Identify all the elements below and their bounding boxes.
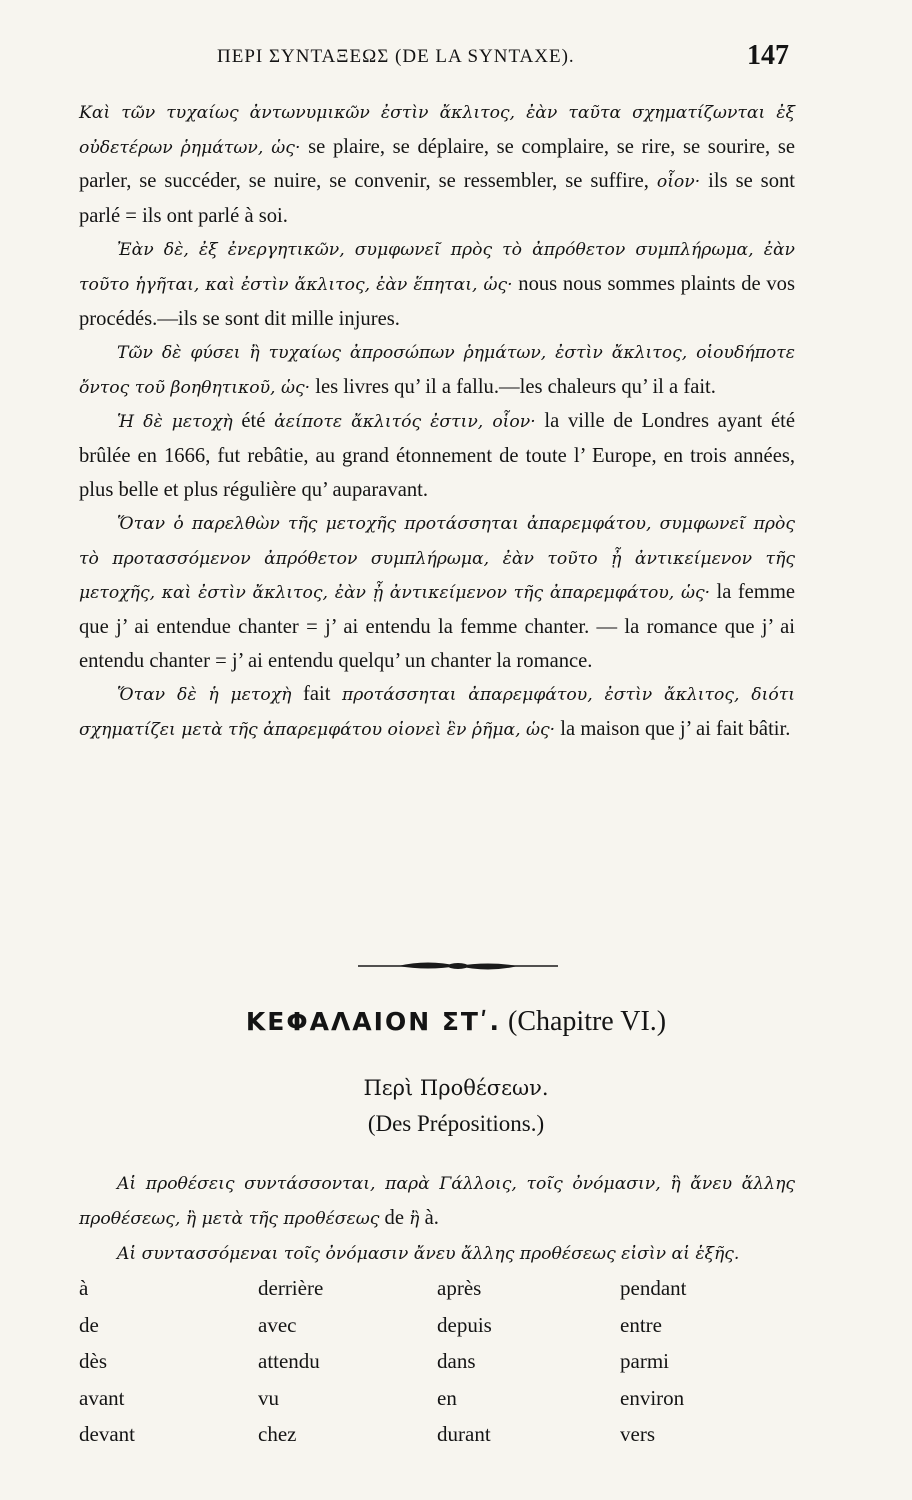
prepositions-row bbox=[79, 1276, 799, 1313]
greek-text: Ὅταν δὲ ἡ μετοχὴ bbox=[117, 685, 292, 706]
preposition-word: derrière bbox=[258, 1276, 324, 1300]
french-text: se plaire, se déplaire, se complaire, se rire, se sourire, se parler, se succéder, se nuire, se convenir, se ressembler, se suffire, bbox=[79, 135, 795, 193]
greek-text: ἢ bbox=[409, 1209, 420, 1229]
greek-text: Καὶ τῶν τυχαίως ἀντωνυμικῶν ἐστὶν ἄκλιτος, ἐὰν ταῦτα σχηματίζωνται ἐξ οὐδετέρων ῥημάτων, ὡς· bbox=[79, 103, 795, 158]
page-number: 147 bbox=[747, 40, 789, 71]
prepositions-row bbox=[79, 1422, 799, 1459]
prepositions-row bbox=[79, 1386, 799, 1423]
prepositions-row bbox=[79, 1313, 799, 1350]
paragraph bbox=[79, 233, 795, 336]
greek-text: προτάσσηται ἀπαρεμφάτου, ἐστὶν ἄκλιτος, διότι σχηματίζει μετὰ τῆς ἀπαρεμφάτου οἱονεὶ ἓν ῥῆμα, ὡς· bbox=[79, 685, 795, 740]
chapter-title bbox=[0, 1006, 912, 1038]
preposition-word: devant bbox=[79, 1422, 135, 1446]
greek-text: Ἡ δὲ μετοχὴ bbox=[117, 412, 233, 433]
preposition-word: depuis bbox=[437, 1312, 492, 1337]
preposition-word: de bbox=[79, 1312, 99, 1337]
paragraph bbox=[79, 405, 795, 507]
running-head: ΠΕΡΙ ΣΥΝΤΑΞΕΩΣ (DE LA SYNTAXE). bbox=[217, 46, 575, 67]
greek-text: Ἐὰν δὲ, ἐξ ἐνεργητικῶν, συμφωνεῖ πρὸς τὸ ἀπρόθετον συμπλήρωμα, ἐὰν τοῦτο ἡγῆται, καὶ ἐστὶν ἄκλιτος, ἐὰν ἕπηται, ὡς· bbox=[79, 240, 795, 295]
chapter-greek: ΚΕΦΑΛΑΙΟΝ ΣΤʹ. bbox=[245, 1007, 501, 1036]
page-header bbox=[0, 36, 912, 76]
preposition-word: attendu bbox=[258, 1349, 320, 1373]
section-subtitle: (Des Prépositions.) bbox=[367, 1111, 545, 1136]
preposition-word: en bbox=[437, 1385, 457, 1410]
preposition-word: entre bbox=[620, 1312, 662, 1337]
paragraph bbox=[79, 507, 795, 678]
paragraph bbox=[79, 1236, 795, 1271]
preposition-word: vers bbox=[620, 1422, 655, 1446]
french-text: été bbox=[232, 410, 275, 433]
greek-text: Αἱ προθέσεις συντάσσονται, παρὰ Γάλλοις, τοῖς ὀνόμασιν, ἢ ἄνευ ἄλλης προθέσεως, ἢ μετὰ τῆς προθέσεως bbox=[79, 1174, 795, 1229]
preposition-word: dans bbox=[437, 1349, 476, 1373]
french-text: de bbox=[379, 1207, 410, 1229]
preposition-word: dès bbox=[79, 1349, 107, 1373]
chapter-french: (Chapitre VI.) bbox=[501, 1006, 667, 1037]
french-text: la femme que j’ ai entendue chanter = j’ ai entendu la femme chanter. — la romance que j’ ai entendu chanter = j’ ai entendu quelqu’ un chanter la romance. bbox=[79, 581, 795, 672]
paragraph bbox=[79, 96, 795, 233]
greek-text: Τῶν δὲ φύσει ἢ τυχαίως ἀπροσώπων ῥημάτων, ἐστὶν ἄκλιτος, οἱουδήποτε ὄντος τοῦ βοηθητικοῦ, ὡς· bbox=[79, 343, 795, 398]
greek-text: οἷον· bbox=[656, 172, 701, 193]
french-text: la maison que j’ ai fait bâtir. bbox=[555, 717, 791, 740]
greek-text: Αἱ συντασσόμεναι τοῖς ὀνόμασιν ἄνευ ἄλλης προθέσεως εἰσὶν αἱ ἑξῆς. bbox=[117, 1244, 740, 1264]
prepositions-table bbox=[79, 1276, 799, 1459]
ornament-divider bbox=[358, 958, 558, 974]
preposition-word: environ bbox=[620, 1385, 685, 1410]
preposition-word: durant bbox=[437, 1422, 491, 1446]
french-text: ils se sont parlé = ils ont parlé à soi. bbox=[79, 170, 796, 227]
french-text: à. bbox=[419, 1207, 439, 1229]
paragraph bbox=[79, 336, 795, 405]
french-text: nous nous sommes plaints de vos procédés.—ils se sont dit mille injures. bbox=[79, 272, 795, 330]
preposition-word: vu bbox=[258, 1385, 279, 1410]
greek-text: Ὅταν ὁ παρελθὼν τῆς μετοχῆς προτάσσηται ἀπαρεμφάτου, συμφωνεῖ πρὸς τὸ προτασσόμενον ἀπρόθετον συμπλήρωμα, ἐὰν τοῦτο ᾖ ἀντικείμενον τῆς μετοχῆς, καὶ ἐστὶν ἄκλιτος, ἐὰν ᾖ ἀντικείμενον τῆς ἀπαρεμφάτου, ὡς· bbox=[79, 514, 795, 604]
preposition-word: pendant bbox=[620, 1276, 687, 1300]
paragraph bbox=[79, 1166, 795, 1236]
french-text: fait bbox=[291, 683, 342, 706]
greek-text: ἀείποτε ἄκλιτός ἐστιν, οἷον· bbox=[274, 412, 536, 433]
preposition-word: parmi bbox=[620, 1349, 669, 1373]
paragraph bbox=[79, 678, 795, 747]
body-text bbox=[79, 96, 795, 747]
prepositions-row bbox=[79, 1349, 799, 1386]
preposition-word: à bbox=[79, 1276, 89, 1300]
body-text-2 bbox=[79, 1166, 795, 1271]
preposition-word: avant bbox=[79, 1385, 125, 1410]
section-title: Περὶ Προθέσεων. bbox=[363, 1076, 549, 1100]
preposition-word: chez bbox=[258, 1422, 297, 1446]
preposition-word: après bbox=[437, 1276, 482, 1300]
french-text: les livres qu’ il a fallu.—les chaleurs qu’ il a fait. bbox=[310, 375, 716, 398]
french-text: la ville de Londres ayant été brûlée en 1666, fut rebâtie, au grand étonnement de toute l’ Europe, en trois années, plus belle et plus régulière qu’ auparavant. bbox=[79, 410, 796, 501]
preposition-word: avec bbox=[258, 1312, 297, 1337]
